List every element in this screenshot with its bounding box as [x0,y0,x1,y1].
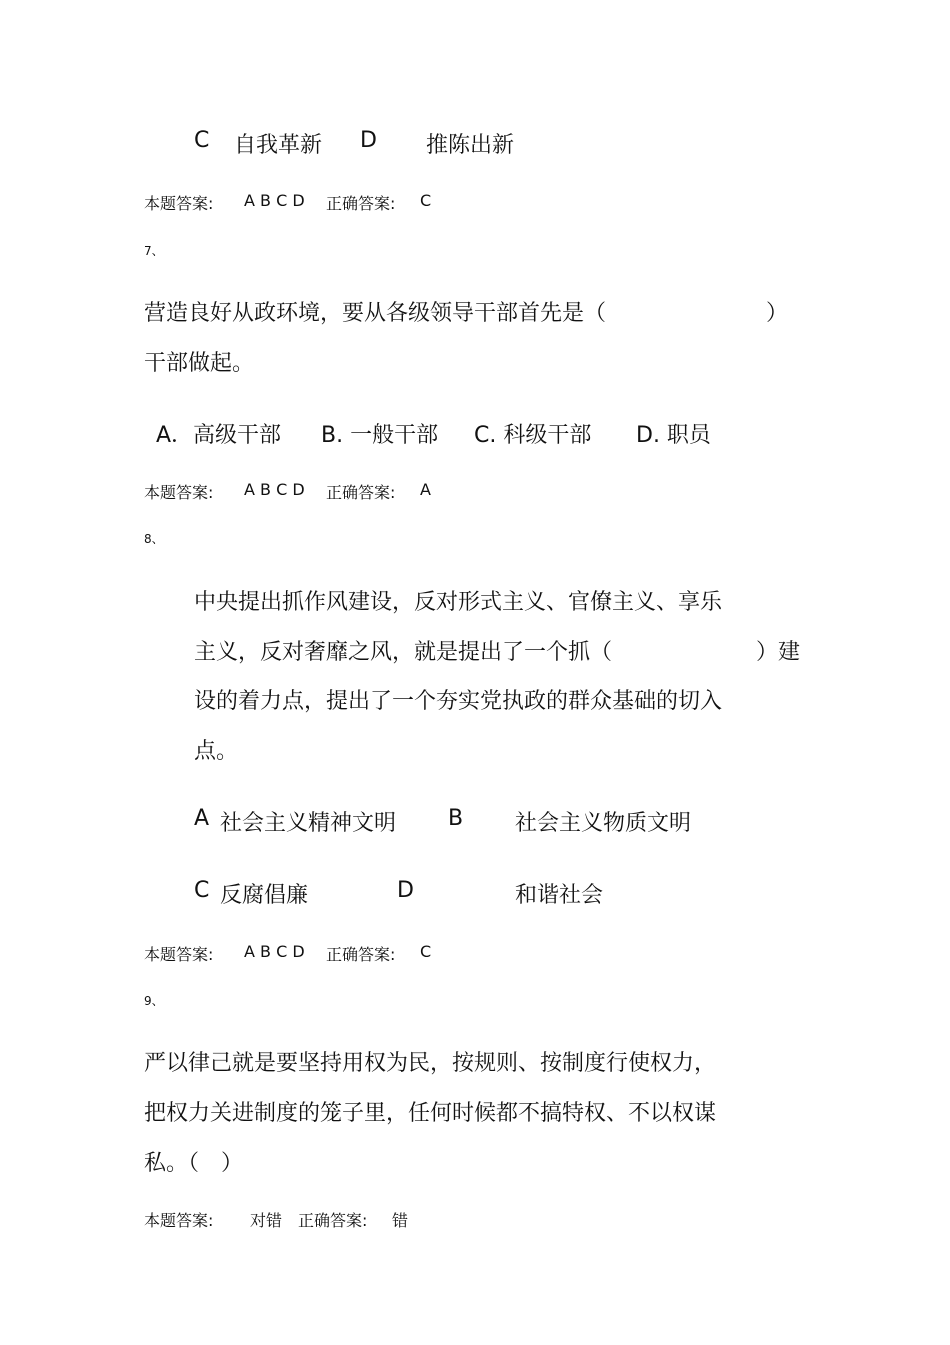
q7-number: 7、 [144,244,164,258]
q8-text-line4: 点。 [194,739,239,764]
q7-correct-value: A [420,480,431,499]
q8-answer-choices: A B C D [244,942,305,961]
q7-text-line2: 干部做起。 [144,351,255,376]
q9-answer-choices: 对错 [250,1211,283,1230]
q7-text-line1: 营造良好从政环境，要从各级领导干部首先是（ [144,301,607,326]
q7-answer-choices: A B C D [244,480,305,499]
q6-answer-label: 本题答案: [144,194,214,213]
q8-option-b-text: 社会主义物质文明 [515,811,692,836]
q6-correct-value: C [420,191,432,210]
q8-option-d-letter: D [397,878,414,903]
q6-option-c-letter: C [194,128,210,153]
q8-option-a-letter: A [194,806,210,831]
q6-option-d-letter: D [360,128,377,153]
q9-correct-label: 正确答案: [298,1211,368,1230]
q8-text-line2-close: ）建 [756,640,801,665]
q7-option-d: D. 职员 [636,423,711,448]
q6-correct-label: 正确答案: [326,194,396,213]
q9-correct-value: 错 [392,1211,409,1230]
q7-correct-label: 正确答案: [326,483,396,502]
q7-option-a: A．高级干部 [156,423,282,448]
q8-answer-label: 本题答案: [144,945,214,964]
q8-option-c-text: 反腐倡廉 [220,883,309,908]
q8-option-c-letter: C [194,878,210,903]
q8-option-a-text: 社会主义精神文明 [220,811,397,836]
q9-answer-label: 本题答案: [144,1211,214,1230]
q8-correct-label: 正确答案: [326,945,396,964]
q8-text-line1: 中央提出抓作风建设，反对形式主义、官僚主义、享乐 [194,590,723,615]
q6-answer-choices: A B C D [244,191,305,210]
q9-text-line1: 严以律己就是要坚持用权为民，按规则、按制度行使权力， [144,1051,717,1076]
q8-option-d-text: 和谐社会 [515,883,604,908]
q9-number: 9、 [144,994,164,1008]
q7-answer-label: 本题答案: [144,483,214,502]
q9-text-line3: 私。（ ） [144,1151,244,1176]
q6-option-d-text: 推陈出新 [426,133,515,158]
q8-text-line2: 主义，反对奢靡之风，就是提出了一个抓（ [194,640,613,665]
q8-option-b-letter: B [448,806,464,831]
q7-option-c: C. 科级干部 [474,423,592,448]
q8-correct-value: C [420,942,432,961]
q6-option-c-text: 自我革新 [234,133,323,158]
q9-text-line2: 把权力关进制度的笼子里，任何时候都不搞特权、不以权谋 [144,1101,717,1126]
q8-text-line3: 设的着力点，提出了一个夯实党执政的群众基础的切入 [194,689,723,714]
q7-text-line1-close: ） [766,301,789,326]
q8-number: 8、 [144,532,164,546]
q7-option-b: B. 一般干部 [321,423,439,448]
